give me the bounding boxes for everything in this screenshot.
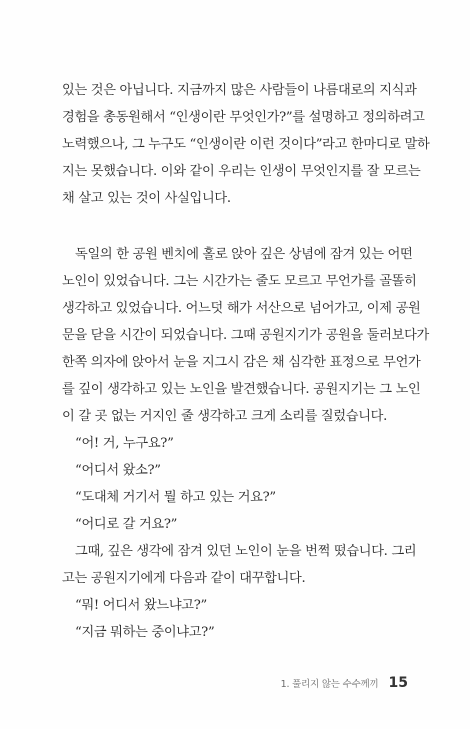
text-line: 채 살고 있는 것이 사실입니다.	[62, 191, 231, 206]
dialogue-line: “도대체 거기서 뭘 하고 있는 거요?”	[75, 490, 276, 505]
text-line: 지는 못했습니다. 이와 같이 우리는 인생이 무엇인지를 잘 모르는	[62, 164, 421, 179]
text-line: 생각하고 있었습니다. 어느덧 해가 서산으로 넘어가고, 이제 공원	[62, 301, 421, 316]
text-line: 경험을 총동원해서 “인생이란 무엇인가?”를 설명하고 정의하려고	[62, 110, 425, 125]
dialogue-line: “어디로 갈 거요?”	[75, 517, 178, 532]
dialogue-line: “뭐! 어디서 왔느냐고?”	[75, 598, 207, 613]
page-number: 15	[388, 675, 408, 691]
text-line: 고는 공원지기에게 다음과 같이 대꾸합니다.	[62, 571, 306, 586]
chapter-title: 1. 풀리지 않는 수수께끼	[280, 679, 379, 690]
paragraph-1	[62, 77, 430, 212]
dialogue-line: “어! 거, 누구요?”	[75, 436, 174, 451]
dialogue-line: “어디서 왔소?”	[75, 463, 161, 478]
text-line: 이 갈 곳 없는 거지인 줄 생각하고 크게 소리를 질렀습니다.	[62, 409, 388, 424]
text-line: 노력했으나, 그 누구도 “인생이란 이런 것이다”라고 한마디로 말하	[62, 137, 430, 152]
dialogue-line: “지금 뭐하는 중이냐고?”	[75, 625, 215, 640]
text-line: 를 깊이 생각하고 있는 노인을 발견했습니다. 공원지기는 그 노인	[62, 382, 421, 397]
text-line: 그때, 깊은 생각에 잠겨 있던 노인이 눈을 번쩍 떴습니다. 그리	[75, 544, 417, 559]
paragraph-2	[62, 241, 429, 646]
page-footer	[281, 675, 408, 695]
text-line: 노인이 있었습니다. 그는 시간가는 줄도 모르고 무언가를 골똘히	[62, 274, 417, 289]
text-line: 문을 닫을 시간이 되었습니다. 그때 공원지기가 공원을 둘러보다가	[62, 328, 429, 343]
text-line: 한쪽 의자에 앉아서 눈을 지그시 감은 채 심각한 표정으로 무언가	[62, 355, 421, 370]
text-line: 있는 것은 아닙니다. 지금까지 많은 사람들이 나름대로의 지식과	[62, 83, 417, 98]
text-line: 독일의 한 공원 벤치에 홀로 앉아 깊은 상념에 잠겨 있는 어떤	[75, 247, 413, 262]
